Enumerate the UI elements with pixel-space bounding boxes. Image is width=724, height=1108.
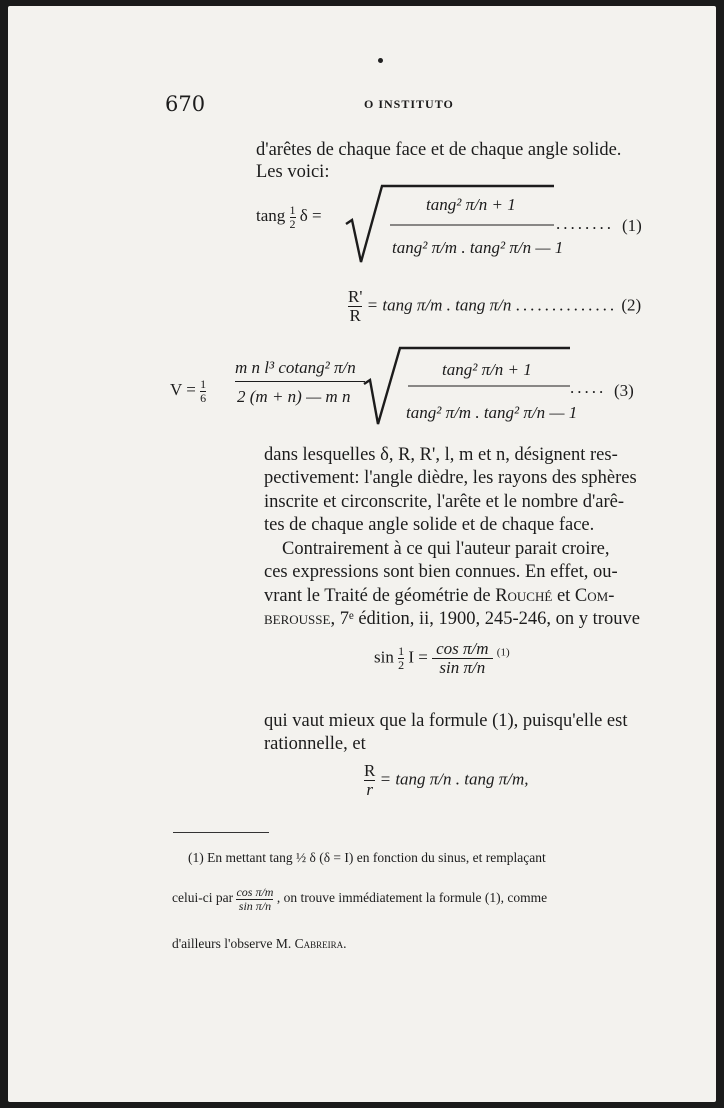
eq3-numerator: tang² π/n + 1 [442, 360, 532, 379]
running-title: O INSTITUTO [364, 97, 454, 111]
footnote-line-2: celui-ci par $\frac{\text{cos π/m}}{\text{sin π/n}}$ , on trouve immédiatement la formule (1), comme [172, 885, 548, 913]
eq1-delta: δ [299, 206, 308, 225]
eq3-coef-numerator: m n l³ cotang² π/n [235, 358, 356, 377]
equation-4: sin $\frac{1}{2}$ I = $\frac{\text{cos π/m}}{\text{sin π/n}}$ $^{(1)}$ [374, 639, 510, 677]
eq3-leader-dots: ..... [570, 378, 607, 397]
eq1-equals: = [312, 206, 322, 225]
eq2-lhs: $\frac{R'}{R}$ [348, 287, 363, 325]
footnote-line-1: (1) En mettant tang ½ δ (δ = I) en fonction du sinus, et remplaçant [188, 850, 546, 865]
equation-2 [348, 288, 641, 325]
eq3-coef-denominator: 2 (m + n) — m n [237, 387, 351, 406]
eq1-denominator: tang² π/m . tang² π/n — 1 [392, 238, 564, 257]
author-cabreira: Cabreira [294, 936, 344, 951]
ink-dot [378, 58, 383, 63]
eq1-leader-dots: ........ [556, 214, 614, 233]
intro-line-1: d'arêtes de chaque face et de chaque angle solide. [256, 140, 622, 160]
eq3-lhs: V = $\frac{1}{6}$ [170, 377, 207, 405]
paragraph-3: qui vaut mieux que la formule (1), puisqu'elle est rationnelle, et [264, 711, 628, 755]
eq1-label: (1) [622, 216, 642, 235]
paragraph-2: Contrairement à ce qui l'auteur parait croire, ces expressions sont bien connues. En effet, ou- vrant le Traité de géométrie de Rouché et Com- berousse, 7ᵉ édition, ii, 1900, 245-246, on y trouve [264, 539, 640, 629]
eq2-label: (2) [621, 295, 642, 315]
author-comberousse: berousse [264, 608, 331, 629]
paragraph-1: dans lesquelles δ, R, R', l, m et n, désignent res- pectivement: l'angle dièdre, les rayons des sphères inscrite et circonscrite, l'arête et le nombre d'arê- tes de chaque angle solide et de chaque face. [264, 445, 637, 535]
eq3-label: (3) [614, 381, 634, 400]
eq1-lhs: tang [256, 206, 286, 225]
equation-5: $\frac{R}{r}$ = tang π/n . tang π/m, [364, 761, 529, 799]
eq2-leader-dots: .............. [515, 295, 618, 315]
eq4-note: (1) [496, 646, 510, 659]
footnote-rule [173, 832, 269, 833]
page [8, 6, 716, 1102]
eq2-rhs: = tang π/m . tang π/n [366, 295, 512, 315]
eq1-half: $\frac{1}{2}$ [289, 203, 296, 231]
author-rouche: Rouché [495, 585, 553, 606]
page-number: 670 [165, 92, 206, 116]
eq1-numerator: tang² π/n + 1 [426, 195, 516, 214]
intro-line-2: Les voici: [256, 162, 330, 182]
footnote-line-3: d'ailleurs l'observe M. Cabreira. [172, 936, 347, 951]
eq3-denominator: tang² π/m . tang² π/n — 1 [406, 403, 578, 422]
equation-1 [256, 204, 322, 230]
eq3-coef-bar [235, 381, 365, 382]
